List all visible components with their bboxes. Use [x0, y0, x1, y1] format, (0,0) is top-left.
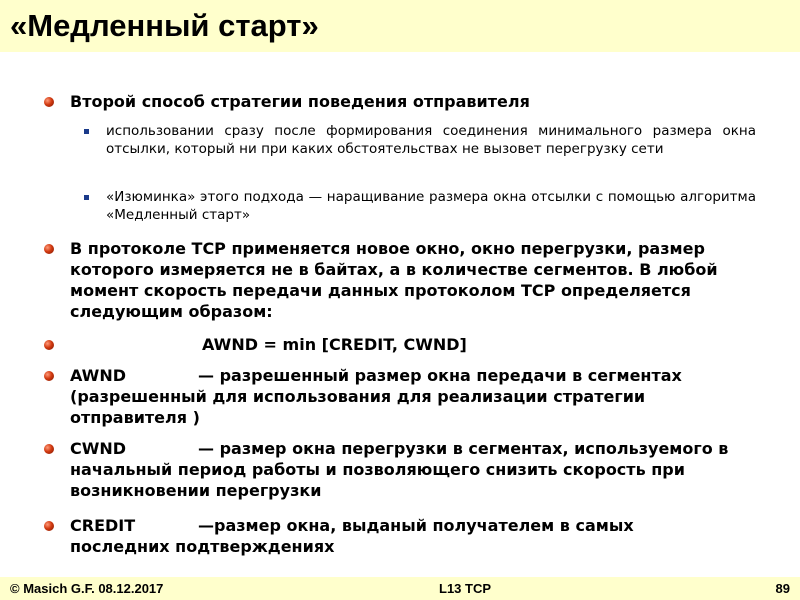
- sub-bullet-min-window: использовании сразу после формирования соединения минимального размера окна отсылки, который ни при каких обстоятельствах не вызовет перегрузку сети: [106, 123, 756, 157]
- title-bar: [0, 0, 800, 52]
- bullet-icon: [44, 444, 54, 454]
- footer-author: © Masich G.F. 08.12.2017: [10, 581, 164, 596]
- awnd-definition: [70, 365, 760, 428]
- square-bullet-icon: [84, 129, 89, 134]
- awnd-definition-text: — разрешенный размер окна передачи в сегментах (разрешенный для использования для реализации стратегии отправителя ): [70, 366, 682, 427]
- bullet-icon: [44, 371, 54, 381]
- footer-course: L13 TCP: [439, 581, 492, 596]
- footer-page-number: 89: [775, 581, 790, 596]
- footer-bar: [0, 577, 800, 600]
- slide-title: «Медленный старт»: [10, 8, 319, 43]
- bullet-second-method: Второй способ стратегии поведения отправителя: [70, 92, 530, 111]
- bullet-icon: [44, 340, 54, 350]
- cwnd-definition: [70, 438, 740, 501]
- awnd-term: AWND: [70, 366, 126, 385]
- cwnd-term: CWND: [70, 439, 127, 458]
- bullet-icon: [44, 244, 54, 254]
- credit-term: CREDIT: [70, 516, 136, 535]
- formula: AWND = min [CREDIT, CWND]: [202, 335, 467, 354]
- bullet-icon: [44, 97, 54, 107]
- credit-definition: [70, 515, 730, 557]
- cwnd-definition-text: — размер окна перегрузки в сегментах, используемого в начальный период работы и позволяющего снизить скорость при возникновении перегрузки: [70, 439, 729, 500]
- square-bullet-icon: [84, 195, 89, 200]
- bullet-congestion-window: В протоколе TCP применяется новое окно, окно перегрузки, размер которого измеряется не в байтах, а в количестве сегментов. В любой момент скорость передачи данных протоколом TCP определяется следующим образом:: [70, 239, 718, 321]
- credit-definition-text: —размер окна, выданый получателем в самых последних подтверждениях: [70, 516, 634, 556]
- sub-bullet-slow-start: «Изюминка» этого подхода — наращивание размера окна отсылки с помощью алгоритма «Медленный старт»: [106, 189, 756, 223]
- bullet-icon: [44, 521, 54, 531]
